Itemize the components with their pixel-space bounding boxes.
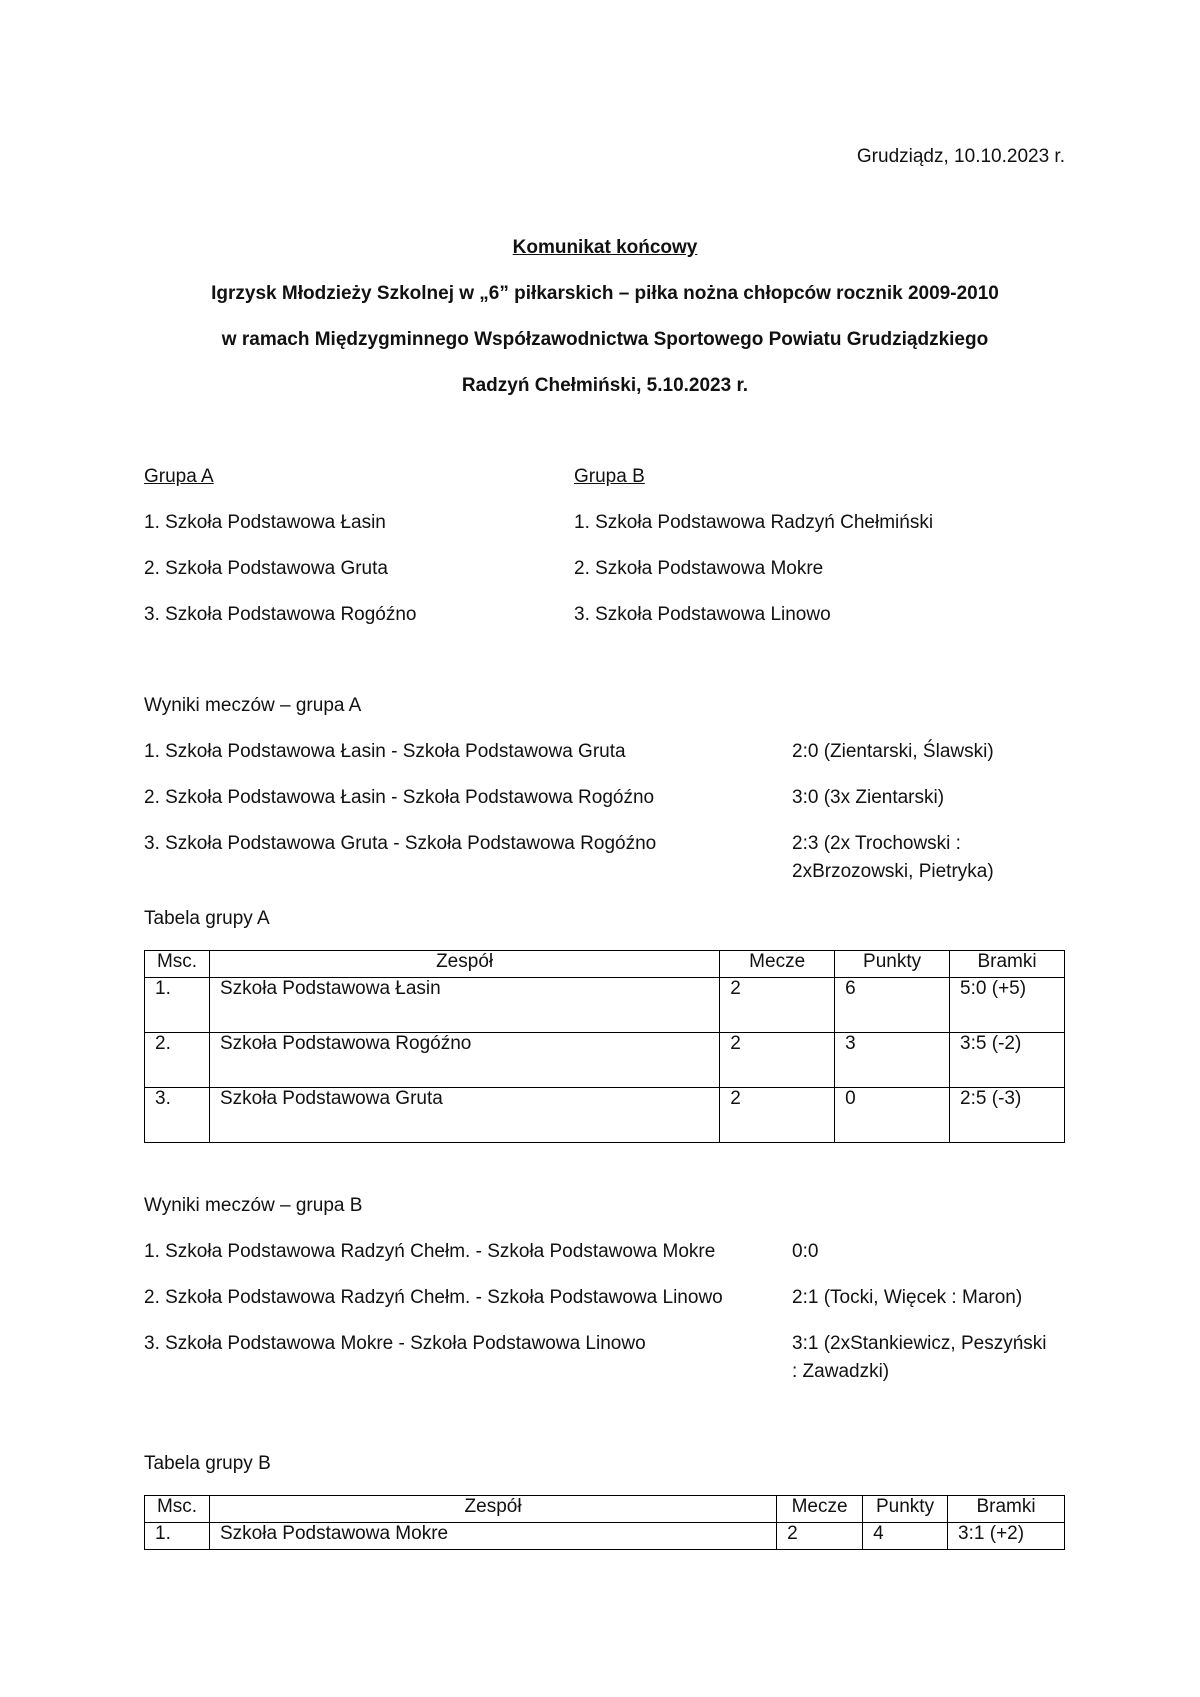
cell-points: 0: [835, 1088, 950, 1143]
cell-matches: 2: [720, 1088, 835, 1143]
table-header-row: [145, 951, 1065, 978]
cell-place: 3.: [145, 1088, 210, 1143]
column-header: Msc.: [145, 951, 210, 978]
group-a-item: 1. Szkoła Podstawowa Łasin: [144, 512, 386, 533]
cell-team: Szkoła Podstawowa Łasin: [209, 978, 719, 1033]
cell-points: 3: [835, 1033, 950, 1088]
match-score: 0:0: [792, 1241, 819, 1262]
match-row: 1. Szkoła Podstawowa Łasin - Szkoła Podstawowa Gruta: [144, 741, 626, 762]
table-group-b: [144, 1495, 1065, 1550]
cell-matches: 2: [720, 1033, 835, 1088]
match-row: 3. Szkoła Podstawowa Mokre - Szkoła Podstawowa Linowo: [144, 1333, 646, 1354]
match-row: 1. Szkoła Podstawowa Radzyń Chełm. - Szkoła Podstawowa Mokre: [144, 1241, 716, 1262]
subtitle-line-2: w ramach Międzygminnego Współzawodnictwa Sportowego Powiatu Grudziądzkiego: [221, 329, 989, 350]
cell-place: 1.: [145, 978, 210, 1033]
results-a-heading: Wyniki meczów – grupa A: [144, 695, 362, 716]
cell-points: 6: [835, 978, 950, 1033]
table-b-heading: Tabela grupy B: [144, 1453, 271, 1474]
match-row: 2. Szkoła Podstawowa Łasin - Szkoła Podstawowa Rogóźno: [144, 787, 655, 808]
cell-matches: 2: [720, 978, 835, 1033]
match-score-continued: 2xBrzozowski, Pietryka): [792, 861, 994, 882]
cell-goals: 3:1 (+2): [948, 1523, 1065, 1550]
group-a-item: 2. Szkoła Podstawowa Gruta: [144, 558, 388, 579]
document-title: Komunikat końcowy: [512, 237, 698, 258]
table-row: [145, 978, 1065, 1033]
match-score: 2:0 (Zientarski, Ślawski): [792, 741, 994, 762]
cell-place: 2.: [145, 1033, 210, 1088]
match-score: 2:1 (Tocki, Więcek : Maron): [792, 1287, 1023, 1308]
match-score: 2:3 (2x Trochowski :: [792, 833, 961, 854]
group-b-title: Grupa B: [574, 466, 645, 487]
group-b-item: 1. Szkoła Podstawowa Radzyń Chełmiński: [574, 512, 934, 533]
table-row: [145, 1523, 1065, 1550]
group-a-title: Grupa A: [144, 466, 214, 487]
column-header: Bramki: [948, 1496, 1065, 1523]
column-header: Zespół: [209, 951, 719, 978]
column-header: Mecze: [777, 1496, 863, 1523]
column-header: Mecze: [720, 951, 835, 978]
cell-matches: 2: [777, 1523, 863, 1550]
cell-place: 1.: [145, 1523, 210, 1550]
subtitle-line-1: Igrzysk Młodzieży Szkolnej w „6” piłkarskich – piłka nożna chłopców rocznik 2009-2010: [211, 283, 999, 304]
subtitle-line-3: Radzyń Chełmiński, 5.10.2023 r.: [461, 375, 749, 396]
match-score: 3:1 (2xStankiewicz, Peszyński: [792, 1333, 1047, 1354]
table-group-a: [144, 950, 1065, 1143]
match-score: 3:0 (3x Zientarski): [792, 787, 945, 808]
cell-team: Szkoła Podstawowa Gruta: [209, 1088, 719, 1143]
table-header-row: [145, 1496, 1065, 1523]
table-row: [145, 1033, 1065, 1088]
table-a-heading: Tabela grupy A: [144, 908, 270, 929]
cell-goals: 5:0 (+5): [950, 978, 1065, 1033]
date-place: Grudziądz, 10.10.2023 r.: [856, 146, 1065, 167]
column-header: Msc.: [145, 1496, 210, 1523]
group-b-item: 3. Szkoła Podstawowa Linowo: [574, 604, 831, 625]
column-header: Bramki: [950, 951, 1065, 978]
cell-team: Szkoła Podstawowa Mokre: [209, 1523, 776, 1550]
group-b-item: 2. Szkoła Podstawowa Mokre: [574, 558, 824, 579]
group-a-item: 3. Szkoła Podstawowa Rogóźno: [144, 604, 417, 625]
table-row: [145, 1088, 1065, 1143]
results-b-heading: Wyniki meczów – grupa B: [144, 1195, 363, 1216]
match-row: 3. Szkoła Podstawowa Gruta - Szkoła Podstawowa Rogóźno: [144, 833, 657, 854]
match-score-continued: : Zawadzki): [792, 1361, 890, 1382]
cell-goals: 2:5 (-3): [950, 1088, 1065, 1143]
cell-team: Szkoła Podstawowa Rogóźno: [209, 1033, 719, 1088]
column-header: Zespół: [209, 1496, 776, 1523]
column-header: Punkty: [835, 951, 950, 978]
column-header: Punkty: [863, 1496, 948, 1523]
cell-goals: 3:5 (-2): [950, 1033, 1065, 1088]
cell-points: 4: [863, 1523, 948, 1550]
match-row: 2. Szkoła Podstawowa Radzyń Chełm. - Szkoła Podstawowa Linowo: [144, 1287, 723, 1308]
